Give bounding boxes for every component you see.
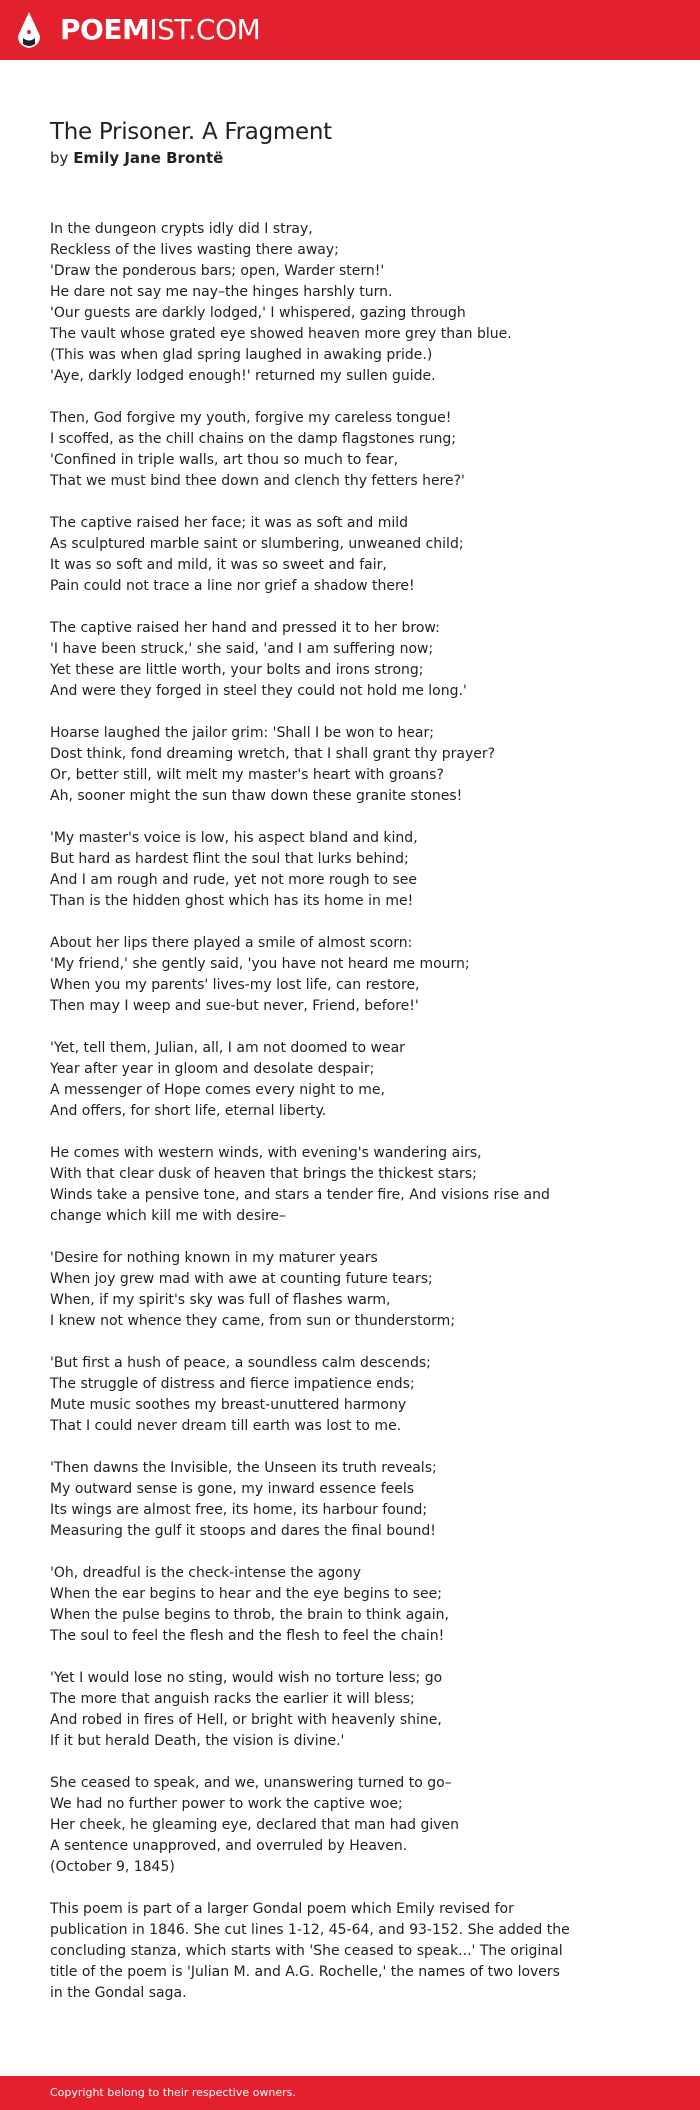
stanza <box>50 1353 570 1437</box>
stanza <box>50 618 570 702</box>
poem-line: As sculptured marble saint or slumbering, unweaned child; <box>50 536 464 552</box>
poem-line: Ah, sooner might the sun thaw down these granite stones! <box>50 788 463 804</box>
poem-line: 'But first a hush of peace, a soundless calm descends; <box>50 1355 431 1371</box>
stanza <box>50 723 570 807</box>
stanza <box>50 1563 570 1647</box>
stanza <box>50 1038 570 1122</box>
poem-line: I scoffed, as the chill chains on the damp flagstones rung; <box>50 431 456 447</box>
poem-line: 'Our guests are darkly lodged,' I whispered, gazing through <box>50 305 466 321</box>
poem-line: Winds take a pensive tone, and stars a tender fire, And visions rise and change which kill me with desire– <box>50 1187 550 1224</box>
stanza <box>50 828 570 912</box>
poem-note: This poem is part of a larger Gondal poem which Emily revised for publication in 1846. She cut lines 1-12, 45-64, and 93-152. She added the concluding stanza, which starts with 'She ceased to speak...' The original title of the poem is 'Julian M. and A.G. Rochelle,' the names of two lovers in the Gondal saga. <box>50 1901 570 2001</box>
poem-line: The vault whose grated eye showed heaven more grey than blue. <box>50 326 512 342</box>
poem-line: A messenger of Hope comes every night to me, <box>50 1082 385 1098</box>
poem-line: Hoarse laughed the jailor grim: 'Shall I be won to hear; <box>50 725 434 741</box>
poem-line: Her cheek, he gleaming eye, declared that man had given <box>50 1817 460 1833</box>
poem-line: 'Oh, dreadful is the check-intense the agony <box>50 1565 362 1581</box>
poem-line: That we must bind thee down and clench thy fetters here?' <box>50 473 465 489</box>
poem-line: And robed in fires of Hell, or bright with heavenly shine, <box>50 1712 442 1728</box>
stanza <box>50 513 570 597</box>
poem-line: 'Yet I would lose no sting, would wish no torture less; go <box>50 1670 443 1686</box>
poem-line: My outward sense is gone, my inward essence feels <box>50 1481 415 1497</box>
poem-line: (This was when glad spring laughed in awaking pride.) <box>50 347 433 363</box>
poem-line: When joy grew mad with awe at counting future tears; <box>50 1271 433 1287</box>
site-footer <box>0 2076 700 2110</box>
poem-line: The struggle of distress and fierce impatience ends; <box>50 1376 415 1392</box>
poem-line: The more that anguish racks the earlier it will bless; <box>50 1691 415 1707</box>
poem-line: When you my parents' lives-my lost life, can restore, <box>50 977 420 993</box>
logo-light-text: IST.COM <box>149 13 261 46</box>
poem-line: Measuring the gulf it stoops and dares the final bound! <box>50 1523 436 1539</box>
poem-line: When the ear begins to hear and the eye begins to see; <box>50 1586 442 1602</box>
poem-line: When the pulse begins to throb, the brain to think again, <box>50 1607 449 1623</box>
poem-line: If it but herald Death, the vision is divine.' <box>50 1733 345 1749</box>
stanza <box>50 1248 570 1332</box>
poem-line: Than is the hidden ghost which has its home in me! <box>50 893 414 909</box>
poem-line: Then may I weep and sue-but never, Friend, before!' <box>50 998 419 1014</box>
poem-line: Its wings are almost free, its home, its harbour found; <box>50 1502 428 1518</box>
stanza <box>50 1773 570 1878</box>
poem-line: It was so soft and mild, it was so sweet and fair, <box>50 557 387 573</box>
poem-line: 'Aye, darkly lodged enough!' returned my sullen guide. <box>50 368 436 384</box>
poem-line: Dost think, fond dreaming wretch, that I shall grant thy prayer? <box>50 746 496 762</box>
poem-line: 'Desire for nothing known in my maturer years <box>50 1250 378 1266</box>
site-logo[interactable] <box>60 13 260 47</box>
poem-line: Pain could not trace a line nor grief a shadow there! <box>50 578 415 594</box>
poem-line: And were they forged in steel they could not hold me long.' <box>50 683 467 699</box>
poem-line: 'My master's voice is low, his aspect bland and kind, <box>50 830 418 846</box>
stanza <box>50 933 570 1017</box>
poem-line: We had no further power to work the captive woe; <box>50 1796 403 1812</box>
poem-line: He comes with western winds, with evening's wandering airs, <box>50 1145 482 1161</box>
poem-line: Reckless of the lives wasting there away; <box>50 242 339 258</box>
poem-line: But hard as hardest flint the soul that lurks behind; <box>50 851 409 867</box>
poem-line: 'I have been struck,' she said, 'and I am suffering now; <box>50 641 434 657</box>
stanza <box>50 1143 570 1227</box>
poem-line: And I am rough and rude, yet not more rough to see <box>50 872 418 888</box>
poem-line: And offers, for short life, eternal liberty. <box>50 1103 327 1119</box>
byline-prefix: by <box>50 149 69 167</box>
poem-line: 'Then dawns the Invisible, the Unseen its truth reveals; <box>50 1460 437 1476</box>
poem-line: About her lips there played a smile of almost scorn: <box>50 935 413 951</box>
poem-body <box>50 219 570 2004</box>
poem-line: The captive raised her face; it was as soft and mild <box>50 515 409 531</box>
copyright-text: Copyright belong to their respective owners. <box>50 2086 296 2099</box>
poem-line: Then, God forgive my youth, forgive my careless tongue! <box>50 410 452 426</box>
poem-line: 'Draw the ponderous bars; open, Warder stern!' <box>50 263 385 279</box>
stanza <box>50 219 570 387</box>
poem-line: A sentence unapproved, and overruled by Heaven. <box>50 1838 408 1854</box>
pen-nib-icon[interactable] <box>14 10 44 50</box>
poem-title: The Prisoner. A Fragment <box>50 119 332 145</box>
author-name: Emily Jane Brontë <box>73 149 224 167</box>
stanza <box>50 1668 570 1752</box>
stanza <box>50 408 570 492</box>
poem-line: Year after year in gloom and desolate despair; <box>50 1061 375 1077</box>
poem-date: (October 9, 1845) <box>50 1859 175 1875</box>
stanza <box>50 1458 570 1542</box>
poem-line: Yet these are little worth, your bolts and irons strong; <box>50 662 424 678</box>
poem-line: When, if my spirit's sky was full of flashes warm, <box>50 1292 391 1308</box>
poem-line: With that clear dusk of heaven that brings the thickest stars; <box>50 1166 477 1182</box>
site-header <box>0 0 700 60</box>
poem-line: The soul to feel the flesh and the flesh to feel the chain! <box>50 1628 445 1644</box>
poem-line: Mute music soothes my breast-unuttered harmony <box>50 1397 407 1413</box>
poem-line: She ceased to speak, and we, unanswering turned to go– <box>50 1775 452 1791</box>
poem-line: In the dungeon crypts idly did I stray, <box>50 221 313 237</box>
poem-line: That I could never dream till earth was lost to me. <box>50 1418 402 1434</box>
poem-line: 'Confined in triple walls, art thou so much to fear, <box>50 452 399 468</box>
poem-line: I knew not whence they came, from sun or thunderstorm; <box>50 1313 456 1329</box>
poem-line: He dare not say me nay–the hinges harshly turn. <box>50 284 393 300</box>
poem-line: 'My friend,' she gently said, 'you have not heard me mourn; <box>50 956 470 972</box>
poem-line: 'Yet, tell them, Julian, all, I am not doomed to wear <box>50 1040 405 1056</box>
poem-line: The captive raised her hand and pressed it to her brow: <box>50 620 440 636</box>
poem-line: Or, better still, wilt melt my master's heart with groans? <box>50 767 444 783</box>
byline <box>50 148 223 168</box>
logo-bold-text: POEM <box>60 13 150 46</box>
